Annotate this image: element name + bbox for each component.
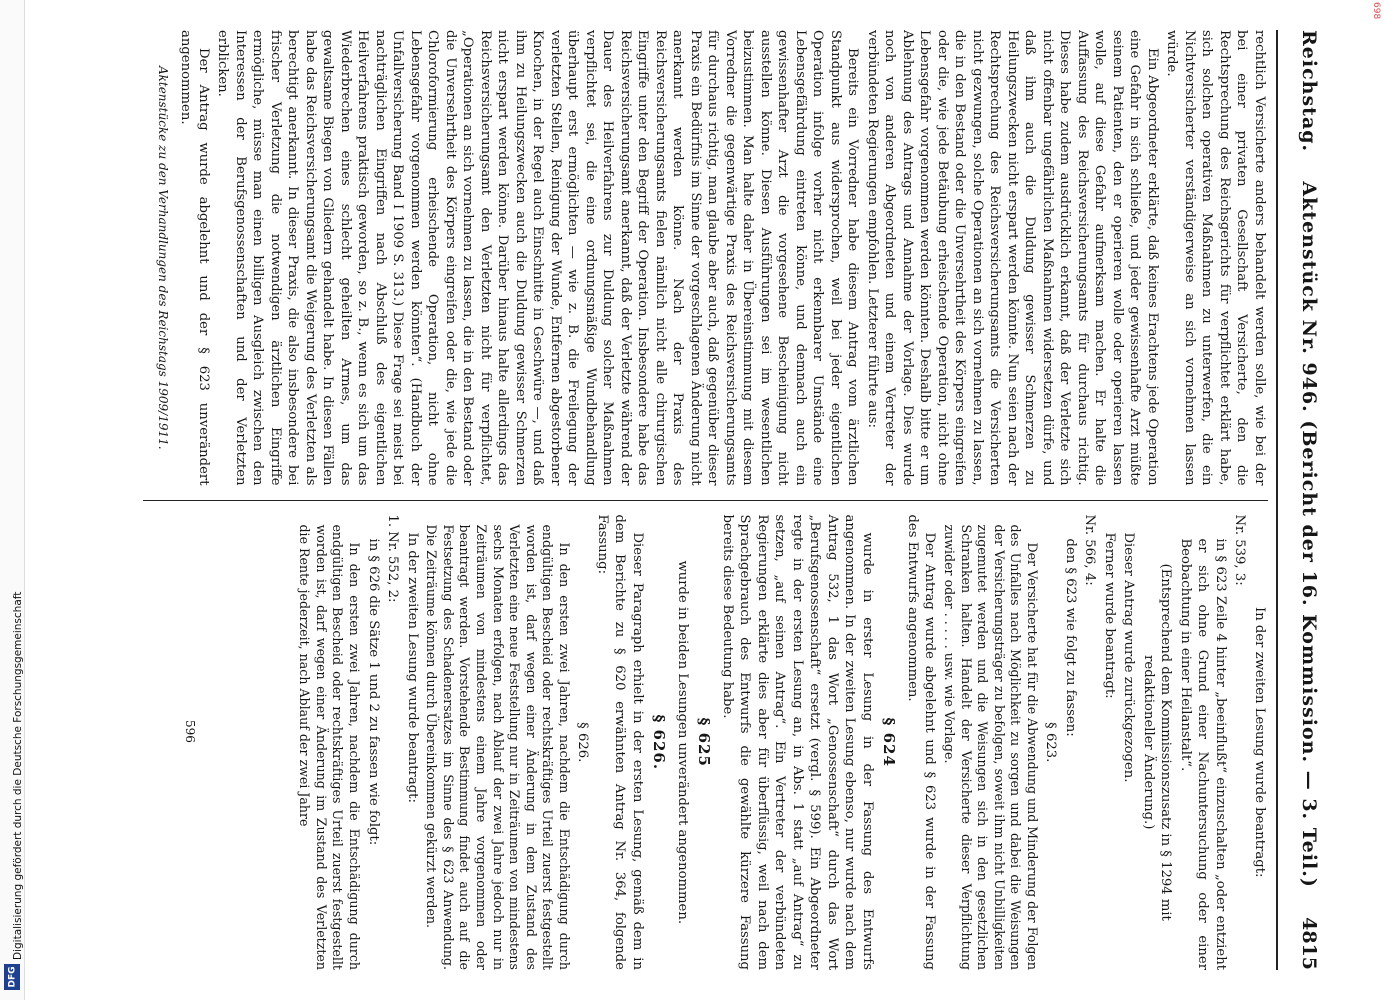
section-heading: § 626.: [650, 714, 669, 771]
paragraph: Bereits ein Vorredner habe diesem Antrag vom ärztlichen Standpunkt aus widersprochen, weil bei jeder eigentlichen Operation infolge vorher nicht erkennbarer Umstände eine Lebensgefährdung eintreten könne, und demnach auch ein gewissenhafter Arzt die vorgesehene Bescheinigung nicht ausstellen könne. Diesen Ausführungen sei im wesentlichen beizustimmen. Man halte daher in Übereinstimmung mit diesem Vorredner die gegenwärtige Praxis des Reichsversicherungsamts für durchaus richtig, man glaube aber auch, daß gegenüber dieser Praxis ein Bedürfnis im Sinne der vorgeschlagenen Änderung nicht anerkannt werden könne. Nach der Praxis des Reichsversicherungsamts fielen nämlich nicht alle chirurgischen Eingriffe unter den Begriff der Operation. Insbesondere habe das Reichsversicherungsamt anerkannt, daß der Verletzte während der Dauer des Heilverfahrens zur Duldung solcher Maßnahmen verpflichtet sei, die eine ordnungsmäßige Wundbehandlung überhaupt erst ermöglichten — wie z. B. die Freilegung der verletzten Stellen, Reinigung der Wunde, Entfernen abgestorbener Knochen, in der Regel auch Einschnitte in Geschwüre —, und daß ihm zu Heilungszwecken auch die Duldung gewisser Schmerzen nicht erspart werden könne. Darüber hinaus halte allerdings das Reichsversicherungsamt den Verletzten nicht für verpflichtet, „Operationen an sich vornehmen zu lassen, die in den Bestand oder die Unversehrtheit des Körpers eingreifen oder die, wie jede die Chloroformierung erheischende Operation, nicht ohne Lebensgefahr vorgenommen werden könnten“. (Handbuch der Unfallversicherung Band I 1909 S. 313.) Diese Frage sei meist bei nachträglichen Eingriffen nach Abschluß des eigentlichen Heilverfahrens praktisch geworden, so z. B., wenn es sich um das Wiederbrechen eines schlecht geheilten Armes, um das gewaltsame Biegen von Gliedern gehandelt habe. In diesen Fällen habe das Reichsversicherungsamt die Weigerung des Verletzten als berechtigt anerkannt. In dieser Praxis, die also insbesondere bei frischer Verletzung die notwendigen ärztlichen Eingriffe ermögliche, müsse man einen billigen Ausgleich zwischen den Interessen der Berufsgenossenschaften und der Verletzten erblicken.: [215, 30, 861, 486]
amendment: in § 623 Zeile 4 hinter „beeinflußt“ einzuschalten „oder entzieht er sich ohne Grund einer Nachuntersuchung oder einer Beobachtung in einer Heilanstalt“.: [1178, 538, 1228, 970]
left-column: [143, 30, 1268, 486]
text-columns: [143, 30, 1268, 970]
rotated-page-content: [60, 0, 1340, 1000]
section-heading: § 624: [880, 717, 899, 767]
header-subtitle: Aktenstück Nr. 946. (Bericht der 16. Kommission. — 3. Teil.): [1298, 181, 1320, 888]
paragraph: wurde in erster Lesung in der Fassung des Entwurfs angenommen. In der zweiten Lesung ebenso, nur wurde nach dem Antrag 532, 1 das Wort „Genossenschaft“ durch das Wort „Berufsgenossenschaft“ ersetzt (vergl. § 599). Ein Abgeordneter regte in der ersten Lesung an, in Abs. 1 statt „auf Antrag“ zu setzen, „auf seinen Antrag“. Ein Vertreter der verbündeten Regierungen erklärte dies aber für überflüssig, weil nach dem Sprachgebrauch des Entwurfs die gewählte kürzere Fassung bereits diese Bedeutung habe.: [719, 514, 875, 970]
scanned-page: [60, 0, 1340, 1000]
dfg-logo: [4, 964, 20, 990]
reference: Nr. 539, 3:: [1232, 514, 1248, 586]
paragraph: rechtlich Versicherte anders behandelt werden solle, wie bei der bei einer privaten Gesellschaft Versicherte, den die Rechtsprechung des Reichsgerichts für verpflichtet erklärt habe, sich solchen operativen Maßnahmen zu unterwerfen, die ein Nichtversicherter verständigerweise an sich vornehmen lassen würde.: [1164, 30, 1267, 486]
amendment: den § 623 wie folgt zu fassen:: [1063, 538, 1078, 737]
header-title: Reichstag.: [1298, 30, 1320, 153]
paragraph: Dieser Antrag wurde zurückgezogen.: [1121, 532, 1137, 783]
reference: Nr. 566, 4:: [1082, 514, 1098, 586]
note: (Entsprechend dem Kommissionszusatz in § 1294 mit redaktioneller Änderung.): [1141, 563, 1174, 921]
amendment: in § 626 die Sätze 1 und 2 zu fassen wie folgt:: [365, 538, 381, 846]
page-footer: Aktenstücke zu den Verhandlungen des Reichstags 1909/1911.: [156, 65, 170, 450]
paragraph: In der zweiten Lesung wurde beantragt:: [404, 532, 420, 803]
paragraph: Der Antrag wurde abgelehnt und § 623 wurde in der Fassung des Entwurfs angenommen.: [904, 514, 938, 970]
column-divider: [143, 500, 1268, 501]
paragraph: Der Antrag wurde abgelehnt und der § 623 unverändert angenommen.: [178, 30, 211, 486]
section-label: § 623.: [1043, 722, 1059, 763]
quoted-text: Der Versicherte hat für die Abwendung und Minderung der Folgen des Unfalles nach Möglichkeit zu sorgen und dabei die Weisungen der Versicherungsträger zu befolgen, soweit ihm nicht Unbilligkeiten zugemutet werden und die Weisungen sich in den gesetzlichen Schranken halten. Handelt der Versicherte dieser Verpflichtung zuwider oder . . . . . usw. wie Vorlage.: [942, 524, 1040, 970]
side-strip: [0, 0, 25, 1000]
section-label: § 626.: [575, 722, 591, 763]
right-column: [143, 514, 1268, 970]
funding-note: Digitalisierung gefördert durch die Deutsche Forschungsgemeinschaft: [12, 591, 24, 960]
header-page-number: 4815: [1298, 917, 1320, 970]
footer-number: 596: [183, 720, 197, 743]
page-id: 698: [1371, 2, 1381, 20]
dfg-logo-text: DFG: [7, 966, 18, 988]
paragraph: Dieser Paragraph erhielt in der ersten Lesung, gemäß dem in dem Berichte zu § 620 erwähnten Antrag Nr. 364, folgende Fassung:: [594, 514, 645, 970]
quoted-text: In den ersten zwei Jahren, nachdem die Entschädigung durch endgültigen Bescheid oder rechtskräftiges Urteil zuerst festgestellt worden ist, darf wegen einer Änderung im Zustand des Verletzten die Rente jederzeit, nach Ablauf der zwei Jahre: [297, 524, 363, 970]
paragraph: Ferner wurde beantragt:: [1102, 532, 1117, 699]
page-header: [1276, 30, 1320, 970]
paragraph: In der zweiten Lesung wurde beantragt:: [1252, 607, 1267, 878]
paragraph: Ein Abgeordneter erklärte, daß keines Erachtens jede Operation eine Gefahr in sich schließe, und jeder gewissenhafte Arzt müßte seinem Patienten, den er operieren wolle oder operieren lassen wolle, auf diese Gefahr aufmerksam machen. Er halte die Auffassung des Reichsversicherungsamts für durchaus richtig. Dieses habe zudem ausdrücklich erkannt, daß der Verletzte sich nicht offenbar ungefährlichen Maßnahmen widersetzen dürfe, und daß ihm auch die Duldung gewisser Schmerzen zu Heilungszwecken nicht erspart werden könnte. Nun seien nach der Rechtsprechung des Reichsversicherungsamts die Versicherten nicht gezwungen, solche Operationen an sich vornehmen zu lassen, die in den Bestand oder die Unversehrtheit des Körpers eingreifen oder die, wie jede Betäubung erheischende Operation, nicht ohne Lebensgefahr vorgenommen werden könnten. Deshalb bitte er um Ablehnung des Antrags und Annahme der Vorlage. Dies wurde noch von anderen Abgeordneten und einem Vertreter der verbündeten Regierungen empfohlen. Letzterer führte aus:: [865, 30, 1160, 486]
reference: 1. Nr. 552, 2:: [385, 514, 401, 603]
quoted-text: In den ersten zwei Jahren, nachdem die Entschädigung durch endgültigen Bescheid oder rechtskräftiges Urteil zuerst festgestellt worden ist, darf wegen einer Änderung in dem Zustand des Verletzten eine neue Feststellung nur in Zeiträumen von mindestens sechs Monaten erfolgen, nach Ablauf der zwei Jahre jedoch nur in Zeiträumen von mindestens einem Jahre vorgenommen oder beantragt werden. Vorstehende Bestimmung findet auch auf die Festsetzung des Schadenersatzes im Sinne des § 623 Anwendung. Die Zeiträume können durch Übereinkommen gekürzt werden.: [424, 524, 572, 970]
paragraph: wurde in beiden Lesungen unverändert angenommen.: [674, 560, 690, 925]
section-heading: § 625: [695, 717, 714, 767]
